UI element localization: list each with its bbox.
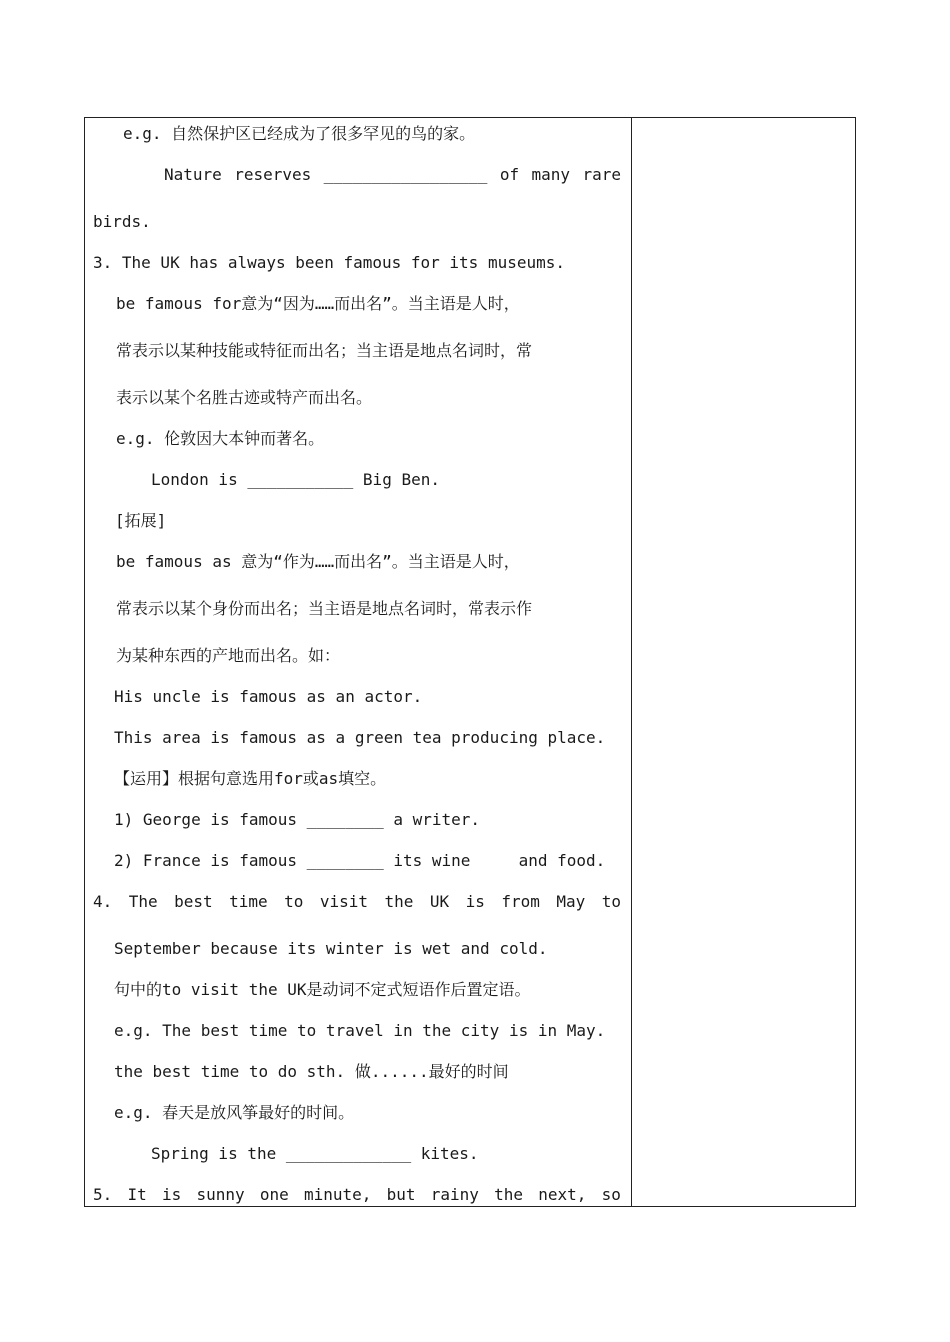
- explanation-line: 为某种东西的产地而出名。如：: [116, 646, 341, 665]
- explanation-line: 句中的to visit the UK是动词不定式短语作后置定语。: [114, 980, 531, 999]
- example-line: e.g. 春天是放风筝最好的时间。: [114, 1103, 355, 1122]
- point-heading-cont: September because its winter is wet and cold.: [114, 939, 548, 958]
- lesson-table: [84, 117, 856, 1207]
- exercise-line-end: birds.: [93, 212, 151, 231]
- exercise-line: Nature reserves _________________ of many rare: [164, 165, 621, 184]
- blank: _________________: [323, 165, 488, 184]
- extension-label: [拓展]: [115, 511, 167, 530]
- practice-heading: 【运用】根据句意选用for或as填空。: [114, 769, 387, 788]
- exercise-line: Spring is the _____________ kites.: [151, 1144, 479, 1163]
- notes-column: [85, 118, 631, 1206]
- explanation-line: 常表示以某种技能或特征而出名；当主语是地点名词时，常: [116, 341, 533, 360]
- practice-item: 2) France is famous ________ its wine and food.: [114, 851, 606, 870]
- explanation-line: 表示以某个名胜古迹或特产而出名。: [116, 388, 373, 407]
- point-heading: 4. The best time to visit the UK is from May to: [93, 892, 621, 911]
- example-line: e.g. 伦敦因大本钟而著名。: [116, 429, 325, 448]
- example-sentence: e.g. The best time to travel in the city is in May.: [114, 1021, 606, 1040]
- phrase-line: the best time to do sth. 做......最好的时间: [114, 1062, 509, 1081]
- notes-side-column: [632, 118, 855, 1206]
- explanation-line: 常表示以某个身份而出名；当主语是地点名词时，常表示作: [116, 599, 533, 618]
- example-sentence: His uncle is famous as an actor.: [114, 687, 423, 706]
- point-heading: 5. It is sunny one minute, but rainy the next, so: [93, 1185, 621, 1204]
- point-heading: 3. The UK has always been famous for its museums.: [93, 253, 566, 272]
- exercise-line: London is ___________ Big Ben.: [151, 470, 440, 489]
- practice-item: 1) George is famous ________ a writer.: [114, 810, 481, 829]
- example-line: e.g. 自然保护区已经成为了很多罕见的鸟的家。: [123, 124, 476, 143]
- explanation-line: be famous for意为“因为……而出名”。当主语是人时，: [116, 294, 520, 313]
- example-sentence: This area is famous as a green tea producing place.: [114, 728, 606, 747]
- explanation-line: be famous as 意为“作为……而出名”。当主语是人时，: [116, 552, 520, 571]
